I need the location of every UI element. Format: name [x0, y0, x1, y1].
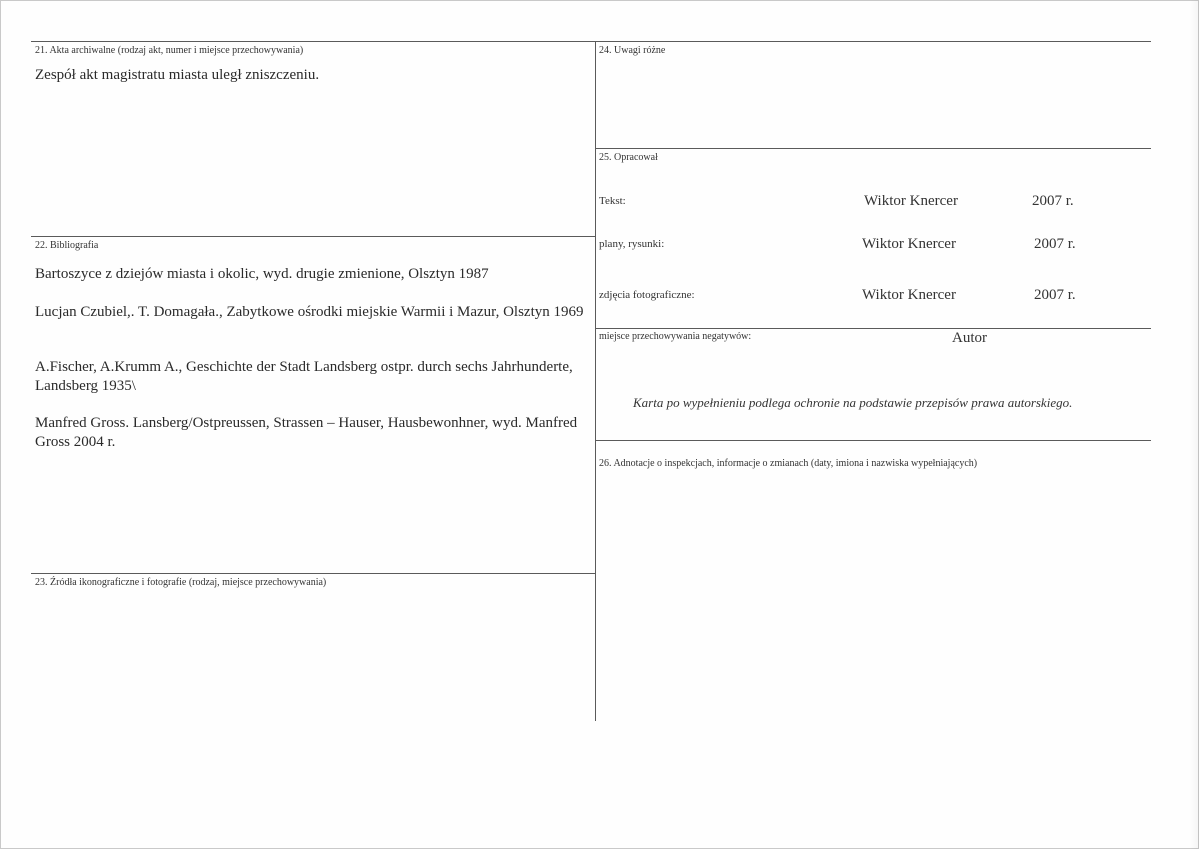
- bibliography-entry: Bartoszyce z dziejów miasta i okolic, wyd. drugie zmienione, Olsztyn 1987: [35, 266, 489, 282]
- page-edge-shade: [1189, 0, 1199, 849]
- section-21-title: 21. Akta archiwalne (rodzaj akt, numer i miejsce przechowywania): [35, 45, 304, 56]
- plans-author-year: 2007 r.: [1034, 236, 1076, 252]
- rule-25-26: [595, 440, 1151, 441]
- bibliography-entry: A.Fischer, A.Krumm A., Geschichte der Stadt Landsberg ostpr. durch sechs Jahrhunderte, Landsberg 1935\: [35, 359, 573, 394]
- rule-negatives: [595, 328, 1151, 329]
- section-23-title: 23. Źródła ikonograficzne i fotografie (rodzaj, miejsce przechowywania): [35, 577, 327, 588]
- rule-24-25: [595, 148, 1151, 149]
- negatives-storage-label: miejsce przechowywania negatywów:: [599, 331, 752, 342]
- center-divider: [595, 41, 596, 721]
- section-26-title: 26. Adnotacje o inspekcjach, informacje o zmianach (daty, imiona i nazwiska wypełniających): [599, 458, 978, 469]
- plans-author-name: Wiktor Knercer: [862, 236, 956, 252]
- photos-author-label: zdjęcia fotograficzne:: [599, 289, 695, 301]
- text-author-label: Tekst:: [599, 195, 626, 207]
- section-24-title: 24. Uwagi różne: [599, 45, 666, 56]
- section-22-title: 22. Bibliografia: [35, 240, 99, 251]
- photos-author-year: 2007 r.: [1034, 287, 1076, 303]
- rule-22-23: [31, 573, 595, 574]
- text-author-year: 2007 r.: [1032, 193, 1074, 209]
- top-rule: [31, 41, 1151, 42]
- section-25-title: 25. Opracował: [599, 152, 658, 163]
- rule-21-22: [31, 236, 595, 237]
- bibliography-entry: Lucjan Czubiel,. T. Domagała., Zabytkowe ośrodki miejskie Warmii i Mazur, Olsztyn 1969: [35, 304, 584, 320]
- copyright-note: Karta po wypełnieniu podlega ochronie na podstawie przepisów prawa autorskiego.: [633, 395, 1073, 410]
- text-author-name: Wiktor Knercer: [864, 193, 958, 209]
- plans-author-label: plany, rysunki:: [599, 238, 665, 250]
- bibliography-entry: Manfred Gross. Lansberg/Ostpreussen, Strassen – Hauser, Hausbewonhner, wyd. Manfred Gross 2004 r.: [35, 415, 578, 450]
- negatives-storage-value: Autor: [952, 330, 987, 346]
- photos-author-name: Wiktor Knercer: [862, 287, 956, 303]
- section-21-text: Zespół akt magistratu miasta uległ zniszczeniu.: [35, 67, 320, 83]
